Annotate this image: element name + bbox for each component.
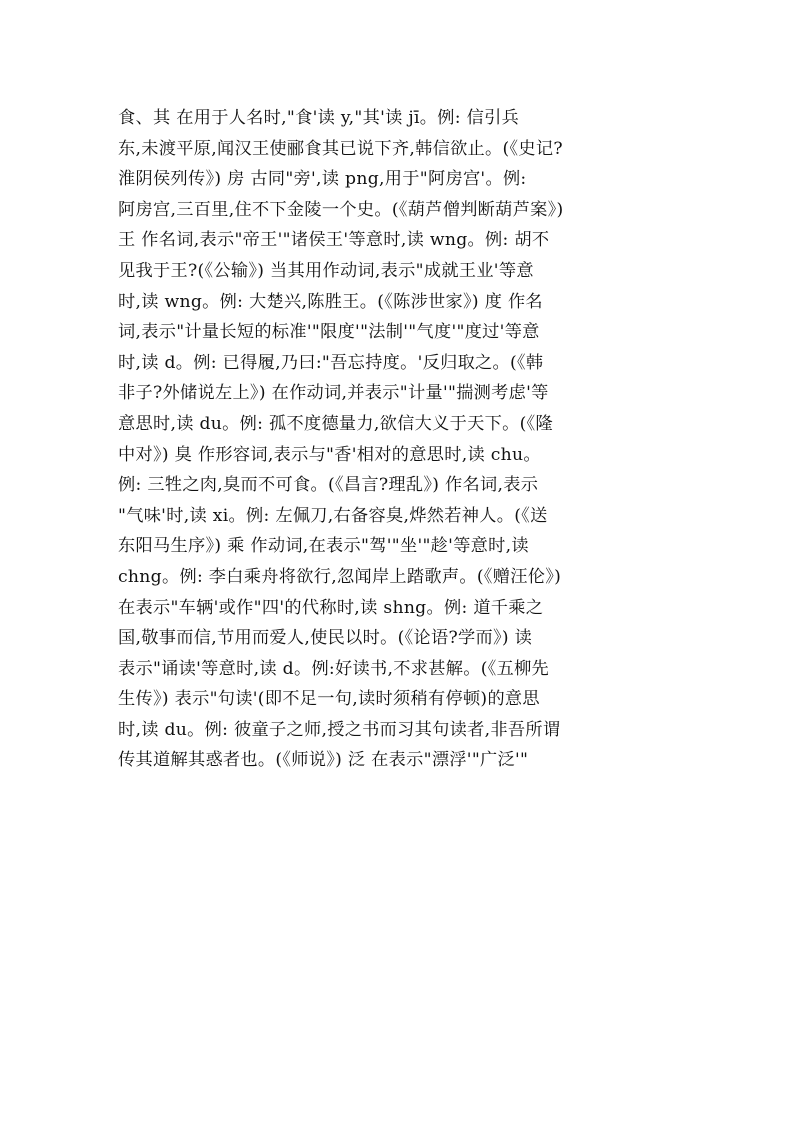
text-line: 表示"诵读'等意时,读 d。例:好读书,不求甚解。(《五柳先 xyxy=(118,658,550,679)
text-line: 在表示"车辆'或作"四'的代称时,读 shng。例: 道千乘之 xyxy=(118,597,544,618)
text-line: 食、其 在用于人名时,"食'读 y,"其'读 jī。例: 信引兵 xyxy=(118,108,520,128)
text-line: 阿房宫,三百里,住不下金陵一个史。(《葫芦僧判断葫芦案》) xyxy=(118,199,564,220)
text-line: 时,读 wng。例: 大楚兴,陈胜王。(《陈涉世家》) 度 作名 xyxy=(118,291,543,312)
text-line: 意思时,读 du。例: 孤不度德量力,欲信大义于天下。(《隆 xyxy=(118,413,553,434)
text-line: 见我于王?(《公输》) 当其用作动词,表示"成就王业'等意 xyxy=(118,260,534,281)
text-line: 中对》) 臭 作形容词,表示与"香'相对的意思时,读 chu。 xyxy=(118,444,541,465)
text-line: 淮阴侯列传》) 房 古同"旁',读 png,用于"阿房宫'。例: xyxy=(118,169,527,190)
text-line: 词,表示"计量长短的标准'"限度'"法制'"气度'"度过'等意 xyxy=(118,322,540,343)
text-line: 东,未渡平原,闻汉王使郦食其已说下齐,韩信欲止。(《史记? xyxy=(118,138,563,159)
text-line: 东阳马生序》) 乘 作动词,在表示"驾'"坐'"趁'等意时,读 xyxy=(118,536,529,557)
text-line: 国,敬事而信,节用而爱人,使民以时。(《论语?学而》) 读 xyxy=(118,628,533,649)
text-line: 王 作名词,表示"帝王'"诸侯王'等意时,读 wng。例: 胡不 xyxy=(118,230,550,251)
text-line: chng。例: 李白乘舟将欲行,忽闻岸上踏歌声。(《赠汪伦》) xyxy=(118,566,562,587)
text-line: 时,读 d。例: 已得履,乃曰:"吾忘持度。'反归取之。(《韩 xyxy=(118,352,544,373)
body-text xyxy=(118,103,698,776)
text-line: 生传》) 表示"句读'(即不足一句,读时须稍有停顿)的意思 xyxy=(118,689,540,710)
text-line: 例: 三牲之肉,臭而不可食。(《昌言?理乱》) 作名词,表示 xyxy=(118,475,539,496)
text-line: 非子?外储说左上》) 在作动词,并表示"计量'"揣测考虑'等 xyxy=(118,383,549,404)
text-line: 时,读 du。例: 彼童子之师,授之书而习其句读者,非吾所谓 xyxy=(118,719,561,740)
text-line: "气味'时,读 xi。例: 左佩刀,右备容臭,烨然若神人。(《送 xyxy=(118,505,548,526)
text-line: 传其道解其惑者也。(《师说》) 泛 在表示"漂浮'"广泛'" xyxy=(118,750,529,771)
